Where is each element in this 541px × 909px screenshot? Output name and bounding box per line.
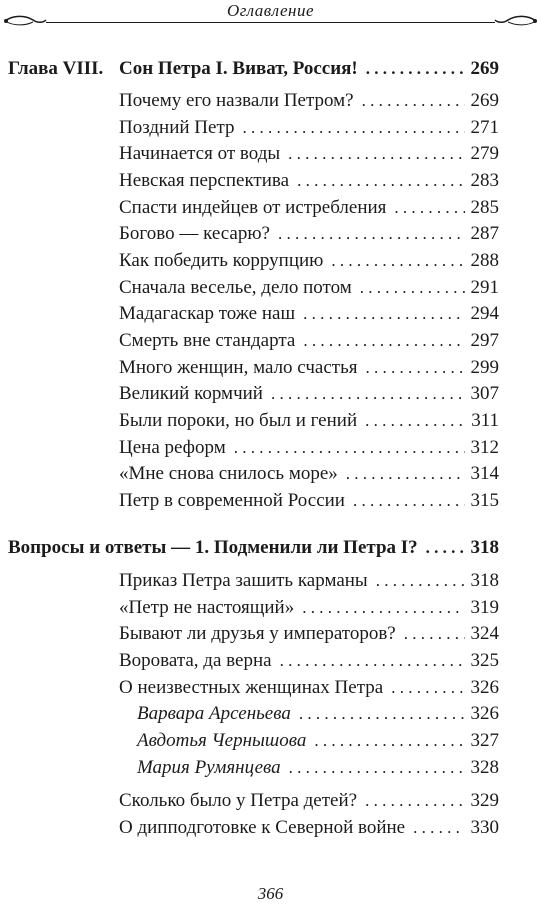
toc-entry[interactable]: [119, 463, 499, 489]
toc-entry[interactable]: [119, 303, 499, 329]
subentry-title: Мария Румянцева: [137, 757, 281, 778]
entry-title: О неизвестных женщинах Петра: [119, 677, 384, 698]
toc-entry[interactable]: [119, 790, 499, 816]
header-rule: [46, 22, 495, 23]
toc-entry[interactable]: [119, 357, 499, 383]
entry-title: О дипподготовке к Северной войне: [119, 817, 406, 838]
page-number: 311: [471, 410, 499, 431]
entry-title: Как победить коррупцию: [119, 250, 324, 271]
dot-leader: [366, 59, 465, 79]
dot-leader: [280, 651, 465, 671]
page-number: 269: [470, 90, 499, 111]
entry-title: Спасти индейцев от истребления: [119, 197, 387, 218]
page-number: 330: [470, 817, 499, 838]
page-number: 285: [470, 197, 499, 218]
chapter-number: Глава VIII.: [8, 58, 104, 79]
dot-leader: [243, 118, 465, 138]
dot-leader: [376, 571, 465, 591]
dot-leader: [299, 704, 465, 724]
toc-entry[interactable]: [119, 330, 499, 356]
page-number: 325: [470, 650, 499, 671]
dot-leader: [288, 144, 464, 164]
dot-leader: [331, 251, 464, 271]
entry-title: Мадагаскар тоже наш: [119, 303, 296, 324]
page-number: 312: [470, 437, 499, 458]
running-title: Оглавление: [219, 1, 322, 21]
dot-leader: [314, 731, 464, 751]
dot-leader: [278, 224, 465, 244]
page-number: 297: [470, 330, 499, 351]
entry-title: Смерть вне стандарта: [119, 330, 296, 351]
entry-title: Сколько было у Петра детей?: [119, 790, 358, 811]
page-number: 324: [470, 623, 499, 644]
dot-leader: [302, 598, 464, 618]
entry-title: Невская перспектива: [119, 170, 290, 191]
page-number: 328: [470, 757, 499, 778]
page-number: 299: [470, 357, 499, 378]
page-number: 314: [470, 463, 499, 484]
toc-entry[interactable]: [119, 90, 499, 116]
entry-title: Великий кормчий: [119, 383, 263, 404]
toc-entry[interactable]: [119, 437, 499, 463]
page-number: 326: [470, 677, 499, 698]
toc-chapter-heading[interactable]: [8, 58, 499, 84]
toc-entry[interactable]: [119, 623, 499, 649]
page-number: 329: [470, 790, 499, 811]
page-number: 307: [470, 383, 499, 404]
dot-leader: [394, 198, 464, 218]
page-number: 291: [470, 277, 499, 298]
page-number: 318: [470, 537, 499, 558]
dot-leader: [404, 624, 465, 644]
entry-title: Сначала веселье, дело потом: [119, 277, 352, 298]
toc-entry[interactable]: [119, 677, 499, 703]
toc-entry[interactable]: [119, 250, 499, 276]
toc-subentry[interactable]: [137, 703, 499, 729]
chapter-title: Сон Петра I. Виват, Россия!: [119, 58, 358, 79]
dot-leader: [289, 758, 465, 778]
toc-section-heading[interactable]: [8, 537, 499, 563]
page-number: 269: [470, 58, 499, 79]
left-ornament-icon: [3, 14, 47, 28]
toc-entry[interactable]: [119, 817, 499, 843]
toc-entry[interactable]: [119, 223, 499, 249]
toc-subentry[interactable]: [137, 730, 499, 756]
page-number: 271: [470, 117, 499, 138]
entry-title: Много женщин, мало счастья: [119, 357, 358, 378]
subentry-title: Авдотья Чернышова: [137, 730, 307, 751]
toc-entry[interactable]: [119, 277, 499, 303]
toc-entry[interactable]: [119, 650, 499, 676]
folio-page-number: 366: [257, 884, 284, 903]
page-number: 287: [470, 223, 499, 244]
dot-leader: [426, 538, 465, 558]
entry-title: Были пороки, но был и гений: [119, 410, 358, 431]
dot-leader: [365, 358, 464, 378]
entry-title: Цена реформ: [119, 437, 226, 458]
dot-leader: [413, 818, 464, 838]
dot-leader: [391, 678, 464, 698]
page-number: 326: [470, 703, 499, 724]
entry-title: Бывают ли друзья у императоров?: [119, 623, 396, 644]
dot-leader: [353, 491, 465, 511]
dot-leader: [297, 171, 464, 191]
dot-leader: [362, 91, 465, 111]
section-title: Вопросы и ответы — 1. Подменили ли Петра I?: [8, 537, 418, 558]
right-ornament-icon: [494, 14, 538, 28]
toc-entry[interactable]: [119, 490, 499, 516]
page-number: 279: [470, 143, 499, 164]
toc-entry[interactable]: [119, 410, 499, 436]
dot-leader: [365, 791, 464, 811]
entry-title: Начинается от воды: [119, 143, 281, 164]
page-number: 283: [470, 170, 499, 191]
dot-leader: [346, 464, 465, 484]
dot-leader: [360, 278, 465, 298]
toc-entry[interactable]: [119, 597, 499, 623]
entry-title: Приказ Петра зашить карманы: [119, 570, 368, 591]
toc-entry[interactable]: [119, 383, 499, 409]
entry-title: «Мне снова снилось море»: [119, 463, 338, 484]
entry-title: Петр в современной России: [119, 490, 345, 511]
toc-subentry[interactable]: [137, 757, 499, 783]
toc-entry[interactable]: [119, 570, 499, 596]
toc-entry[interactable]: [119, 170, 499, 196]
page-number: 319: [470, 597, 499, 618]
page-number: 294: [470, 303, 499, 324]
dot-leader: [271, 384, 465, 404]
page-number: 288: [470, 250, 499, 271]
toc-entry[interactable]: [119, 197, 499, 223]
toc-entry[interactable]: [119, 117, 499, 143]
dot-leader: [365, 411, 465, 431]
entry-title: Почему его назвали Петром?: [119, 90, 354, 111]
entry-title: «Петр не настоящий»: [119, 597, 295, 618]
toc-entry[interactable]: [119, 143, 499, 169]
dot-leader: [303, 331, 464, 351]
entry-title: Поздний Петр: [119, 117, 235, 138]
subentry-title: Варвара Арсеньева: [137, 703, 291, 724]
page-number: 315: [470, 490, 499, 511]
running-header: [0, 0, 541, 40]
dot-leader: [303, 304, 464, 324]
entry-title: Богово — кесарю?: [119, 223, 270, 244]
page-number: 327: [470, 730, 499, 751]
entry-title: Воровата, да верна: [119, 650, 272, 671]
dot-leader: [234, 438, 465, 458]
page-number: 318: [470, 570, 499, 591]
